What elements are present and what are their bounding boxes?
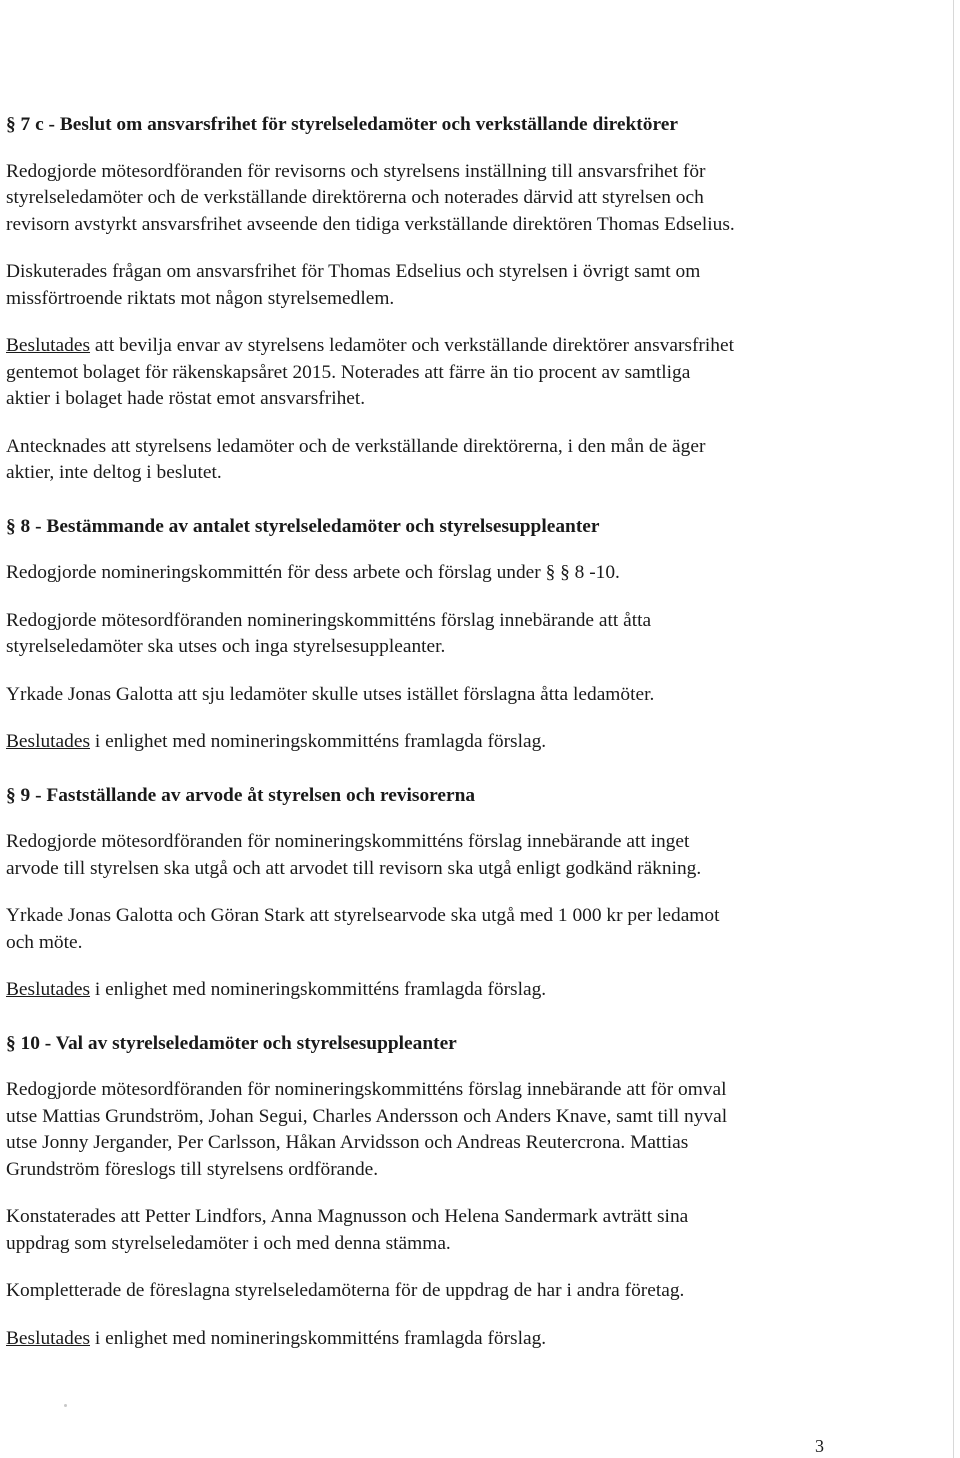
paragraph	[6, 434, 846, 487]
text-line	[6, 185, 846, 212]
text-line	[6, 1130, 846, 1157]
section-heading: § 7 c - Beslut om ansvarsfrihet för styrelseledamöter och verkställande direktörer	[6, 114, 678, 135]
text-line	[6, 386, 846, 413]
line-text: Redogjorde nomineringskommittén för dess arbete och förslag under § § 8 -10.	[6, 562, 620, 583]
text-line	[6, 1278, 846, 1305]
line-text: i enlighet med nomineringskommitténs framlagda förslag.	[90, 979, 547, 1000]
text-line	[6, 460, 846, 487]
text-line	[6, 212, 846, 239]
line-text: arvode till styrelsen ska utgå och att arvodet till revisorn ska utgå enligt godkänd räkning.	[6, 857, 702, 879]
line-text: Redogjorde mötesordföranden för revisorns och styrelsens inställning till ansvarsfrihet för	[6, 160, 706, 182]
line-text: uppdrag som styrelseledamöter i och med denna stämma.	[6, 1232, 451, 1254]
line-text: i enlighet med nomineringskommitténs framlagda förslag.	[90, 731, 547, 752]
line-text: Redogjorde mötesordföranden nomineringskommitténs förslag innebärande att åtta	[6, 609, 652, 631]
text-line	[6, 977, 846, 1004]
paragraph	[6, 608, 846, 661]
text-line	[6, 930, 846, 957]
text-line	[6, 286, 846, 313]
line-text: Antecknades att styrelsens ledamöter och de verkställande direktörerna, i den mån de äger	[6, 435, 706, 457]
text-line	[6, 1077, 846, 1104]
underlined-keyword: Beslutades	[6, 1327, 91, 1349]
line-text: Yrkade Jonas Galotta att sju ledamöter skulle utses istället förslagna åtta ledamöter.	[6, 683, 655, 705]
text-line	[6, 560, 846, 587]
line-text: styrelseledamöter och de verkställande direktörerna och noterades därvid att styrelsen och	[6, 187, 704, 208]
paragraph	[6, 1278, 846, 1305]
section-heading: § 10 - Val av styrelseledamöter och styrelsesuppleanter	[6, 1032, 457, 1054]
paragraph	[6, 259, 846, 312]
text-line	[6, 634, 846, 661]
underlined-keyword: Beslutades	[6, 979, 91, 1000]
paragraph	[6, 1077, 846, 1183]
text-line	[6, 608, 846, 635]
page-number: 3	[815, 1436, 824, 1456]
paragraph	[6, 729, 846, 756]
scan-speck	[64, 1404, 67, 1407]
line-text: aktier, inte deltog i beslutet.	[6, 462, 222, 483]
line-text: utse Mattias Grundström, Johan Segui, Charles Andersson och Anders Knave, samt till nyval	[6, 1105, 728, 1127]
underlined-keyword: Beslutades	[6, 731, 91, 752]
underlined-keyword: Beslutades	[6, 335, 91, 356]
text-line	[6, 360, 846, 387]
text-line	[6, 856, 846, 883]
paragraph	[6, 682, 846, 709]
document-body	[6, 112, 846, 1352]
line-text: missförtroende riktats mot någon styrelsemedlem.	[6, 287, 395, 309]
line-text: revisorn avstyrkt ansvarsfrihet avseende den tidiga verkställande direktören Thomas Edselius.	[6, 213, 735, 235]
line-text: och möte.	[6, 931, 83, 953]
text-line	[6, 682, 846, 709]
line-text: styrelseledamöter ska utses och inga styrelsesuppleanter.	[6, 636, 446, 657]
paragraph	[6, 903, 846, 956]
text-line	[6, 729, 846, 756]
text-line	[6, 1157, 846, 1184]
line-text: Redogjorde mötesordföranden för nomineringskommitténs förslag innebärande att inget	[6, 831, 690, 852]
text-line	[6, 829, 846, 856]
line-text: att bevilja envar av styrelsens ledamöter och verkställande direktörer ansvarsfrihet	[90, 335, 734, 356]
paragraph	[6, 1204, 846, 1257]
line-text: aktier i bolaget hade röstat emot ansvarsfrihet.	[6, 388, 366, 409]
line-text: Grundström föreslogs till styrelsens ordförande.	[6, 1158, 379, 1180]
section-heading: § 8 - Bestämmande av antalet styrelseledamöter och styrelsesuppleanter	[6, 515, 600, 537]
paragraph	[6, 560, 846, 587]
paragraph	[6, 1326, 846, 1353]
text-line	[6, 333, 846, 360]
text-line	[6, 259, 846, 286]
paragraph	[6, 977, 846, 1004]
paragraph	[6, 333, 846, 413]
line-text: i enlighet med nomineringskommitténs framlagda förslag.	[90, 1327, 547, 1349]
line-text: Kompletterade de föreslagna styrelseledamöterna för de uppdrag de har i andra företag.	[6, 1280, 685, 1301]
text-line	[6, 434, 846, 461]
line-text: Diskuterades frågan om ansvarsfrihet för Thomas Edselius och styrelsen i övrigt samt om	[6, 261, 701, 282]
text-line	[6, 1104, 846, 1131]
page-edge	[953, 0, 954, 1458]
text-line	[6, 903, 846, 930]
line-text: utse Jonny Jergander, Per Carlsson, Håkan Arvidsson och Andreas Reutercrona. Mattias	[6, 1132, 689, 1153]
paragraph	[6, 829, 846, 882]
line-text: Yrkade Jonas Galotta och Göran Stark att styrelsearvode ska utgå med 1 000 kr per ledamot	[6, 905, 720, 926]
text-line	[6, 1204, 846, 1231]
line-text: Konstaterades att Petter Lindfors, Anna Magnusson och Helena Sandermark avträtt sina	[6, 1206, 689, 1227]
text-line	[6, 1326, 846, 1353]
paragraph	[6, 159, 846, 239]
section-heading: § 9 - Fastställande av arvode åt styrelsen och revisorerna	[6, 784, 476, 806]
text-line	[6, 1231, 846, 1258]
text-line	[6, 159, 846, 186]
line-text: Redogjorde mötesordföranden för nomineringskommitténs förslag innebärande att för omval	[6, 1079, 727, 1100]
line-text: gentemot bolaget för räkenskapsåret 2015. Noterades att färre än tio procent av samtliga	[6, 361, 691, 383]
